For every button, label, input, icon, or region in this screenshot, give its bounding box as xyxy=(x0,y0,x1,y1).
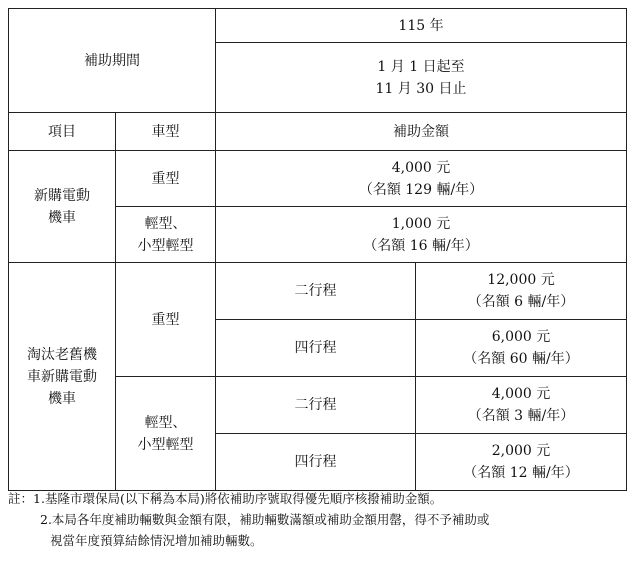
period-range-start: 1 月 1 日起至 xyxy=(377,58,465,75)
note-2-line2: 視當年度預算結餘情況增加補助輛數。 xyxy=(50,533,263,548)
new-light-model-cell xyxy=(116,207,216,263)
new-heavy-amount: 4,000 元 xyxy=(391,159,451,176)
stroke-cell: 四行程 xyxy=(216,320,416,377)
period-range-cell xyxy=(216,43,627,113)
amount-value: 6,000 元 xyxy=(491,329,551,345)
footnotes xyxy=(8,488,628,551)
note-2-line1: 2.本局各年度補助輛數與金額有限，補助輛數滿額或補助金額用罄，得不予補助或 xyxy=(40,512,490,527)
new-purchase-item-line1: 新購電動 xyxy=(34,187,90,204)
new-heavy-quota: （名額 129 輛/年） xyxy=(358,181,484,198)
new-light-quota: （名額 16 輛/年） xyxy=(363,237,479,254)
amount-quota: （名額 3 輛/年） xyxy=(467,408,575,424)
amount-quota: （名額 6 輛/年） xyxy=(467,294,575,310)
replacement-item-line3: 機車 xyxy=(48,390,76,407)
note-prefix: 註： xyxy=(8,491,34,506)
period-label-cell xyxy=(9,9,216,113)
period-year: 115 年 xyxy=(398,17,444,34)
new-light-model-line1: 輕型、 xyxy=(144,215,187,232)
replacement-heavy-model: 重型 xyxy=(116,263,216,377)
note-1 xyxy=(8,488,628,509)
period-range-end: 11 月 30 日止 xyxy=(375,80,467,97)
amount-value: 4,000 元 xyxy=(491,386,551,402)
new-heavy-model: 重型 xyxy=(116,151,216,207)
replacement-item-line2: 車新購電動 xyxy=(27,368,97,385)
period-year-cell xyxy=(216,9,627,43)
new-purchase-item-line2: 機車 xyxy=(48,209,76,226)
replacement-light-model-line2: 小型輕型 xyxy=(137,436,194,453)
replacement-item-cell xyxy=(9,263,116,491)
replacement-light-model-cell xyxy=(116,377,216,491)
new-light-amount-cell xyxy=(216,207,627,263)
subsidy-table xyxy=(8,8,627,491)
amount-cell xyxy=(416,434,627,491)
amount-cell xyxy=(416,263,627,320)
amount-value: 12,000 元 xyxy=(487,272,555,288)
new-light-amount: 1,000 元 xyxy=(391,215,451,232)
new-purchase-item-cell xyxy=(9,151,116,263)
stroke-cell: 二行程 xyxy=(216,263,416,320)
header-amount: 補助金額 xyxy=(216,113,627,151)
header-model: 車型 xyxy=(116,113,216,151)
header-item: 項目 xyxy=(9,113,116,151)
amount-cell xyxy=(416,377,627,434)
note-1-text: 1.基隆市環保局(以下稱為本局)將依補助序號取得優先順序核撥補助金額。 xyxy=(33,491,443,506)
new-light-model-line2: 小型輕型 xyxy=(137,237,194,254)
amount-value: 2,000 元 xyxy=(491,443,551,459)
amount-cell xyxy=(416,320,627,377)
amount-quota: （名額 60 輛/年） xyxy=(463,351,579,367)
amount-quota: （名額 12 輛/年） xyxy=(463,465,579,481)
period-label: 補助期間 xyxy=(84,52,140,69)
stroke-cell: 二行程 xyxy=(216,377,416,434)
stroke-cell: 四行程 xyxy=(216,434,416,491)
replacement-item-line1: 淘汰老舊機 xyxy=(27,346,97,363)
new-heavy-amount-cell xyxy=(216,151,627,207)
replacement-light-model-line1: 輕型、 xyxy=(144,414,187,431)
